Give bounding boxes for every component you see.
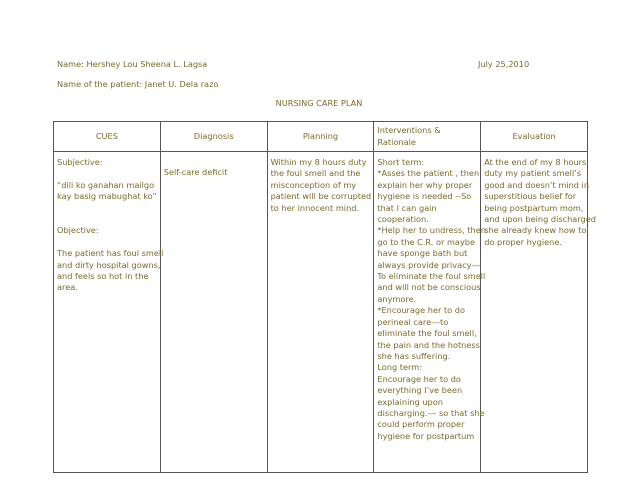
objective-line: and dirty hospital gowns, bbox=[57, 259, 161, 270]
evaluation-line: she already knew how to bbox=[484, 225, 587, 236]
column-header-evaluation: Evaluation bbox=[481, 122, 588, 152]
subjective-label: Subjective: bbox=[57, 157, 103, 167]
intervention-line: she has suffering. bbox=[377, 350, 451, 361]
intervention-line: discharging.--- so that she bbox=[377, 407, 485, 418]
intervention-line: could perform proper bbox=[377, 419, 465, 430]
planning-line: misconception of my bbox=[270, 179, 357, 190]
intervention-line: anymore. bbox=[377, 293, 417, 304]
intervention-line: explaining upon bbox=[377, 396, 443, 407]
intervention-line: cooperation. bbox=[377, 214, 429, 225]
planning-line: patient will be corrupted bbox=[270, 191, 372, 202]
table-header-row bbox=[54, 122, 588, 152]
intervention-line: Encourage her to do bbox=[377, 373, 461, 384]
objective-label: Objective: bbox=[57, 225, 99, 236]
care-plan-table bbox=[53, 121, 596, 473]
intervention-line: have sponge bath but bbox=[377, 248, 468, 259]
intervention-line: Short term: bbox=[377, 157, 425, 167]
planning-line: to her innocent mind. bbox=[270, 202, 360, 213]
planning-line: the foul smell and the bbox=[270, 168, 361, 179]
intervention-line: *Help her to undress, then bbox=[377, 225, 486, 236]
evaluation-cell bbox=[481, 152, 596, 473]
diagnosis-cell bbox=[160, 152, 267, 473]
column-header-diagnosis: Diagnosis bbox=[160, 122, 267, 152]
objective-line: The patient has foul smell bbox=[57, 248, 164, 259]
intervention-line: hygiene for postpartum bbox=[377, 430, 475, 441]
intervention-line: that I can gain bbox=[377, 202, 437, 213]
patient-name: Name of the patient: Janet U. Dela razo bbox=[57, 79, 219, 89]
intervention-line: explain her why proper bbox=[377, 179, 473, 190]
evaluation-line: good and doesn’t mind in bbox=[484, 179, 590, 190]
planning-cell bbox=[267, 152, 374, 473]
intervention-line: everything I’ve been bbox=[377, 385, 463, 396]
interventions-cell bbox=[374, 152, 486, 473]
intervention-line: *Asses the patient , then bbox=[377, 168, 480, 179]
intervention-line: and will not be conscious bbox=[377, 282, 481, 293]
objective-line: and feels so hot in the bbox=[57, 271, 149, 281]
evaluation-line: do proper hygiene. bbox=[484, 236, 562, 247]
diagnosis-text: Self-care deficit bbox=[163, 167, 228, 177]
intervention-line: the pain and the hotness bbox=[377, 339, 480, 350]
objective-line: area. bbox=[57, 282, 78, 293]
student-name: Name: Hershey Lou Sheena L. Lagsa bbox=[57, 59, 208, 69]
evaluation-line: At the end of my 8 hours bbox=[484, 157, 587, 167]
planning-line: Within my 8 hours duty bbox=[270, 157, 367, 167]
column-header-planning: Planning bbox=[267, 122, 374, 152]
intervention-line: perineal care---to bbox=[377, 316, 449, 327]
intervention-line: To eliminate the foul smell bbox=[377, 271, 486, 282]
evaluation-line: and upon being discharged bbox=[484, 214, 596, 225]
patient-quote-line: kay basig mabughat ko” bbox=[57, 191, 157, 202]
patient-quote-line: “dili ko ganahan mailgo bbox=[57, 179, 155, 190]
intervention-line: *Encourage her to do bbox=[377, 305, 465, 316]
page-title: NURSING CARE PLAN bbox=[275, 98, 363, 108]
evaluation-line: being postpartum mom, bbox=[484, 202, 584, 213]
intervention-line: go to the C.R. or maybe bbox=[377, 236, 476, 247]
evaluation-line: duty my patient smell’s bbox=[484, 168, 582, 179]
intervention-line: hygiene is needed --So bbox=[377, 191, 472, 202]
table-row bbox=[54, 152, 588, 473]
intervention-line: Long term: bbox=[377, 362, 423, 373]
intervention-line: eliminate the foul smell, bbox=[377, 328, 477, 339]
column-header-interventions: Interventions & Rationale bbox=[374, 122, 481, 152]
intervention-line: always provide privacy--- bbox=[377, 259, 481, 270]
evaluation-line: superstitious belief for bbox=[484, 191, 577, 202]
date: July 25,2010 bbox=[478, 59, 530, 69]
column-header-cues: CUES bbox=[54, 122, 161, 152]
cues-cell bbox=[54, 152, 164, 473]
